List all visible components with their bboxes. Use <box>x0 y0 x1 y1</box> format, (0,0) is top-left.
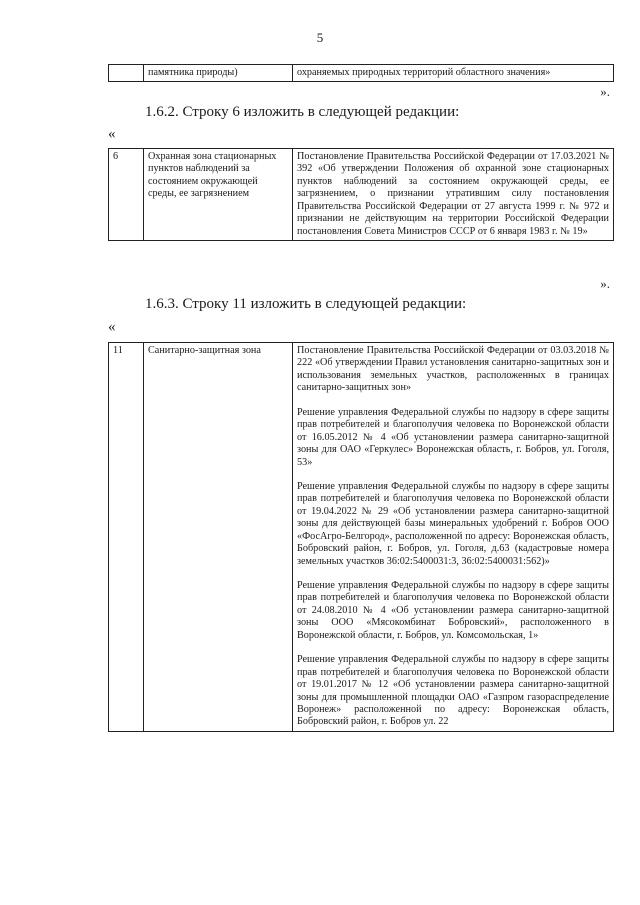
zone-name-cell: Охранная зона стационарных пунктов наблюдений за состоянием окружающей среды, ее загрязнением <box>144 149 293 241</box>
page-number: 5 <box>316 30 324 45</box>
zone-name-cell: памятника природы) <box>144 65 293 82</box>
closing-quote: ». <box>600 276 610 291</box>
legal-document-paragraph: Решение управления Федеральной службы по надзору в сфере защиты прав потребителей и благополучия человека по Воронежской области от 24.08.2010 № 4 «Об установлении размера санитарно-защитной зоны ООО «Мясокомбинат Бобровский», расположенного в Воронежской области, г. Бобров, ул. Комсомольская, 1» <box>297 580 609 641</box>
legal-document-paragraph: Решение управления Федеральной службы по надзору в сфере защиты прав потребителей и благополучия человека по Воронежской области от 19.04.2022 № 29 «Об установлении размера санитарно-защитной зоны для действующей базы минеральных удобрений г. Бобров ООО «ФосАгро-Белгород», расположенной по адресу: Воронежская область, Бобровский район, г. Бобров, ул. Гоголя, д.63 (кадастровые номера земельных участков 36:02:5400031:3, 36:02:5400031:562)» <box>297 480 609 567</box>
legal-basis-cell <box>293 343 614 732</box>
row-number-cell: 6 <box>109 149 144 241</box>
opening-quote: « <box>108 126 116 142</box>
row-number-cell: 11 <box>109 343 144 732</box>
section-heading-1-6-3: 1.6.3. Строку 11 изложить в следующей редакции: <box>145 296 467 312</box>
opening-quote: « <box>108 319 116 335</box>
legal-basis-cell: охраняемых природных территорий областного значения» <box>293 65 614 82</box>
row-number-cell <box>109 65 144 82</box>
section-heading-1-6-2: 1.6.2. Строку 6 изложить в следующей редакции: <box>145 104 460 120</box>
legal-document-paragraph: Решение управления Федеральной службы по надзору в сфере защиты прав потребителей и благополучия человека по Воронежской области от 19.01.2017 № 12 «Об установлении размера санитарно-защитной зоны для промышленной площадки ОАО «Газпром газораспределение Воронеж» расположенной по адресу: Воронежская область, Бобровский район, г. Бобров ул. 22 <box>297 654 609 728</box>
table-row <box>109 149 614 241</box>
table-fragment-top <box>108 64 614 82</box>
table-row <box>109 65 614 82</box>
legal-document-paragraph: Решение управления Федеральной службы по надзору в сфере защиты прав потребителей и благополучия человека по Воронежской области от 16.05.2012 № 4 «Об установлении размера санитарно-защитной зоны для ОАО «Геркулес» Воронежская область, г. Бобров, ул. Гоголя, 53» <box>297 406 609 468</box>
table-row <box>109 343 614 732</box>
legal-basis-cell: Постановление Правительства Российской Федерации от 17.03.2021 № 392 «Об утверждении Положения об охранной зоне стационарных пунктов наблюдений за состоянием окружающей среды, ее загрязнением, о признании утратившим силу постановления Правительства Российской Федерации от 27 августа 1999 г. № 972 и признании не действующим на территории Российской Федерации постановления Совета Министров СССР от 6 января 1983 г. № 19» <box>293 149 614 241</box>
zone-name-cell: Санитарно-защитная зона <box>144 343 293 732</box>
legal-document-paragraph: Постановление Правительства Российской Федерации от 03.03.2018 № 222 «Об утверждении Правил установления санитарно-защитных зон и использования земельных участков, расположенных в границах санитарно-защитных зон» <box>297 345 609 394</box>
table-row-11 <box>108 342 614 732</box>
table-row-6 <box>108 148 614 241</box>
closing-quote: ». <box>600 84 610 99</box>
